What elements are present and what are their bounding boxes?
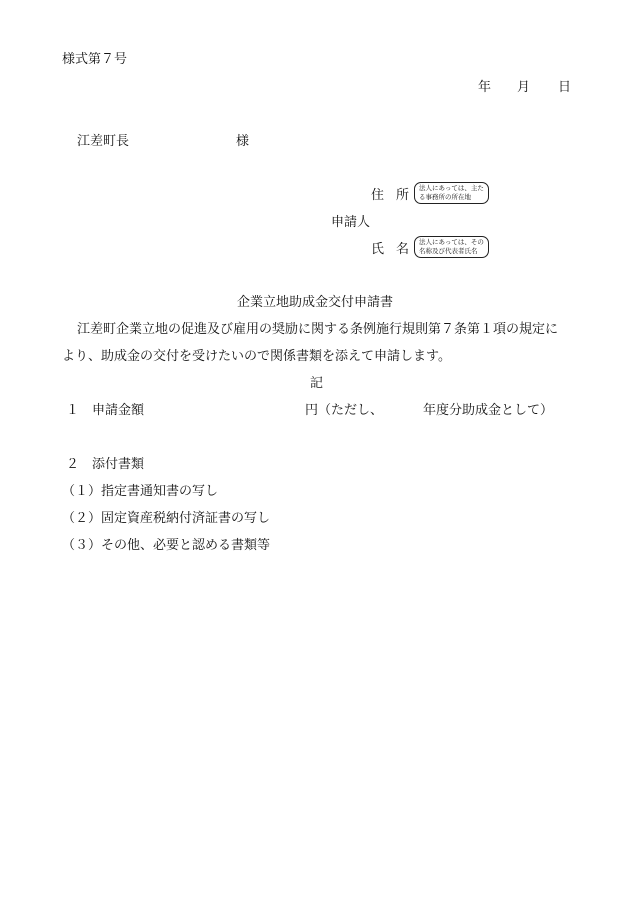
addressee-honorific: 様 (236, 134, 250, 149)
address-note-line-1: 法人にあっては、主た (419, 184, 484, 192)
name-note-line-2: 名称及び代表者氏名 (419, 247, 478, 255)
item1-yen: 円（ただし、 (305, 403, 384, 418)
address-note (414, 182, 489, 204)
date-month: 月 (517, 80, 531, 95)
applicant-role: 申請人 (331, 215, 371, 230)
name-label-1: 氏 (371, 242, 385, 257)
form-number: 様式第７号 (62, 52, 128, 67)
name-label-2: 名 (396, 242, 410, 257)
address-note-line-2: る事務所の所在地 (419, 193, 471, 201)
item1-number: １ (66, 403, 80, 418)
list-item: （３）その他、必要と認める書類等 (62, 538, 271, 553)
list-item: （１）指定書通知書の写し (62, 484, 219, 499)
list-item: （２）固定資産税納付済証書の写し (62, 511, 271, 526)
item1-label: 申請金額 (92, 403, 145, 418)
name-note (414, 236, 489, 258)
body-line-1: 江差町企業立地の促進及び雇用の奨励に関する条例施行規則第７条第１項の規定に (77, 322, 559, 337)
date-year: 年 (478, 80, 492, 95)
address-label-2: 所 (396, 188, 410, 203)
date-day: 日 (558, 80, 572, 95)
address-label-1: 住 (371, 188, 385, 203)
document-title: 企業立地助成金交付申請書 (237, 295, 394, 310)
item2-label: 添付書類 (92, 457, 145, 472)
body-line-2: より、助成金の交付を受けたいので関係書類を添えて申請します。 (62, 349, 451, 364)
addressee-name: 江差町長 (77, 134, 130, 149)
ki-marker: 記 (310, 376, 324, 391)
item2-number: ２ (66, 457, 80, 472)
item1-suffix: 年度分助成金として） (423, 403, 554, 418)
name-note-line-1: 法人にあっては、その (419, 238, 484, 246)
